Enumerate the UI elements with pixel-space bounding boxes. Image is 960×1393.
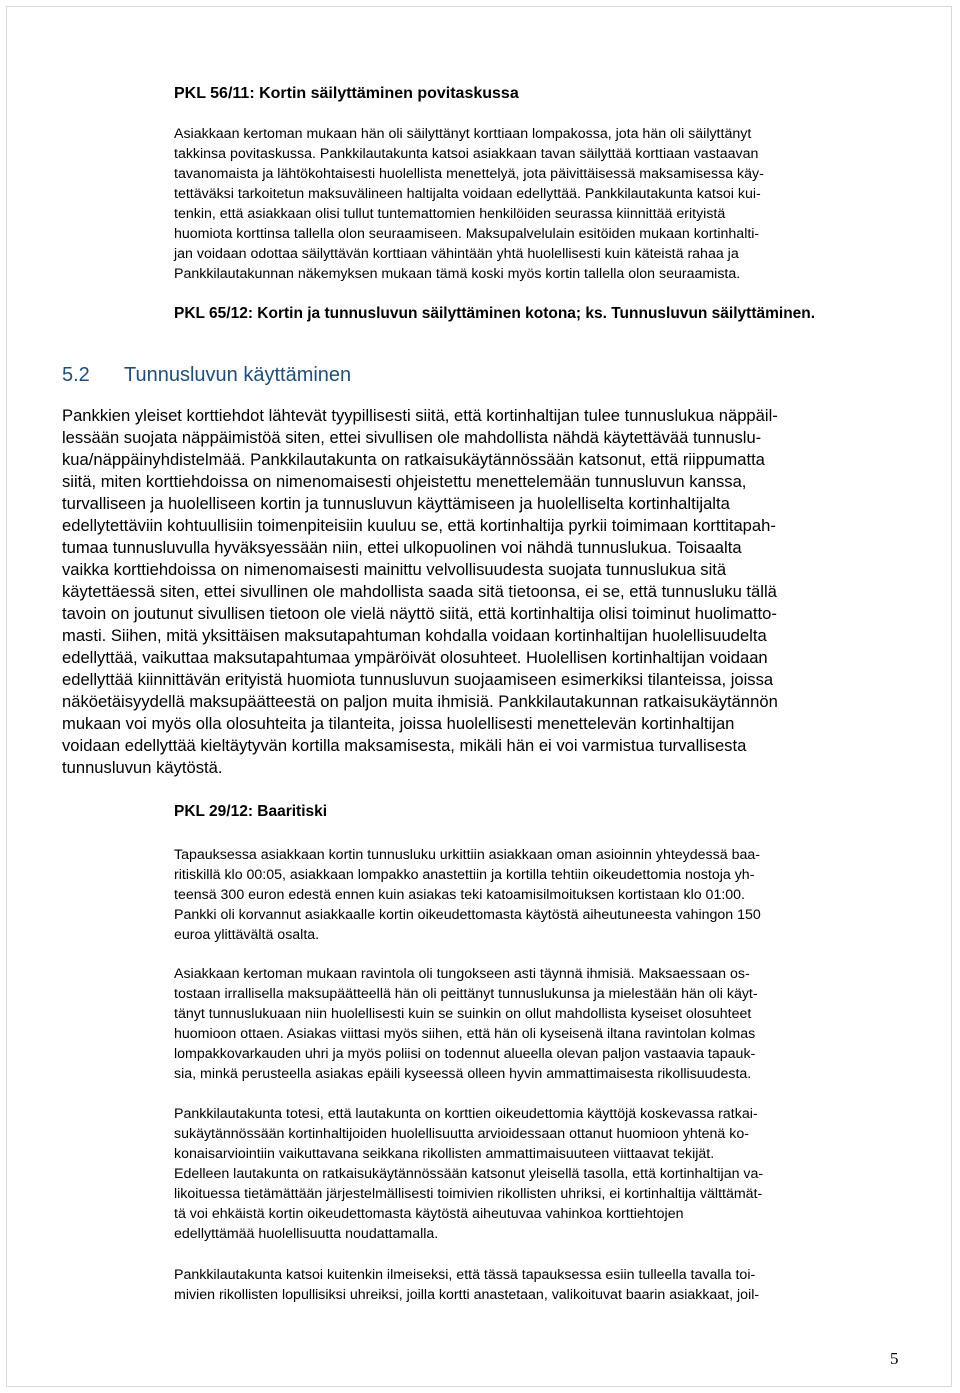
body-line: tunnusluvun käytöstä.: [62, 758, 223, 777]
paragraph-line: sia, minkä perusteella asiakas epäili kyseessä olleen hyvin ammattimaisesta rikollisuudesta.: [174, 1066, 752, 1082]
section-title: Tunnusluvun käyttäminen: [124, 364, 352, 386]
body-line: edellyttää, vaikuttaa maksutapahtumaa ympäröivät olosuhteet. Huolellisen kortinhaltijan voidaan: [62, 648, 768, 667]
case-heading-pkl-29: PKL 29/12: Baaritiski: [174, 803, 328, 820]
body-line: näköetäisyydellä maksupäätteestä on paljon muita ihmisiä. Pankkilautakunnan ratkaisukäytännön: [62, 692, 778, 711]
body-line: voidaan edellyttää kieltäytyvän kortilla maksamisesta, mikäli hän ei voi varmistua turvallisesta: [62, 736, 747, 755]
paragraph-line: konaisarviointiin vaikuttavana seikkana rikollisten ammattimaisuuteen viittaavat tekijät.: [174, 1146, 715, 1162]
body-line: mukaan voi myös olla olosuhteita ja tilanteita, joissa huolellisesti menettelevän kortinhaltijan: [62, 714, 735, 733]
paragraph-line: tänyt tunnuslukuaan niin huolellisesti kuin se suinkin on ollut mahdollista kyseiset olosuhteet: [174, 1006, 752, 1022]
paragraph-line: Edelleen lautakunta on ratkaisukäytännössään katsonut yleisellä tasolla, että kortinhaltijan va-: [174, 1166, 764, 1182]
section-heading: [62, 362, 351, 388]
body-line: edellytettäviin kohtuullisiin toimenpiteisiin kuuluu se, että kortinhaltija pyrkii toimimaan korttitapah-: [62, 516, 776, 535]
paragraph-line: lompakkovarkauden uhri ja myös poliisi on todennut alueella olevan paljon vastaavia tapauk-: [174, 1046, 756, 1062]
body-line: turvalliseen ja huolelliseen kortin ja tunnusluvun käyttämiseen ja huolelliselta kortinhaltijalta: [62, 494, 730, 513]
body-line: edellyttää kiinnittävän erityistä huomiota tunnusluvun suojaamiseen esimerkiksi tilanteissa, joissa: [62, 670, 774, 689]
body-line: tavoin on joutunut sivullisen tietoon ole vielä näyttö siitä, että kortinhaltija olisi toiminut huolimatto-: [62, 604, 777, 623]
paragraph-line: ritiskillä klo 00:05, asiakkaan lompakko anastettiin ja kortilla tehtiin oikeudettomia nostoja yh-: [174, 867, 755, 883]
case-heading-pkl-56: PKL 56/11: Kortin säilyttäminen povitaskussa: [174, 85, 519, 102]
body-line: vaikka korttiehdoissa on nimenomaisesti mainittu velvollisuudesta suojata tunnuslukua sitä: [62, 560, 727, 579]
paragraph-line: mivien rikollisten lopullisiksi uhreiksi, joilla kortti anastetaan, valikoituvat baarin asiakkaat, joil-: [174, 1287, 760, 1303]
body-line: lessään suojata näppäimistöä siten, ettei sivullisen ole mahdollista nähdä käytettävää tunnuslu-: [62, 428, 762, 447]
body-line: siitä, miten korttiehdoissa on nimenomaisesti ohjeistettu menettelemään tunnusluvun kanssa,: [62, 472, 747, 491]
paragraph-line: takkinsa povitaskussa. Pankkilautakunta katsoi asiakkaan tavan säilyttää korttiaan vastaavan: [174, 146, 759, 162]
paragraph-line: edellyttämää huolellisuutta noudattamalla.: [174, 1226, 439, 1242]
paragraph-line: tenkin, että asiakkaan olisi tullut tuntemattomien henkilöiden seurassa kiinnittää erityistä: [174, 206, 726, 222]
paragraph-line: jan voidaan odottaa säilyttävän korttiaan vähintään yhtä huolellisesti kuin käteistä rahaa ja: [174, 246, 739, 262]
paragraph-line: Tapauksessa asiakkaan kortin tunnusluku urkittiin asiakkaan oman asioinnin yhteydessä baa-: [174, 847, 760, 863]
paragraph-line: tavanomaista ja lähtökohtaisesti huolellista menettelyä, jota päivittäisessä maksamisessa käy-: [174, 166, 764, 182]
body-line: masti. Siihen, mitä yksittäisen maksutapahtuman kohdalla voidaan kortinhaltijan huolellisuudelta: [62, 626, 767, 645]
paragraph-line: likoituessa tietämättään järjestelmällisesti toimivien rikollisten uhriksi, ei kortinhaltija välttämät-: [174, 1186, 763, 1202]
paragraph-line: tettäväksi tarkoitetun maksuvälineen haltijalta voidaan edellyttää. Pankkilautakunta katsoi kui-: [174, 186, 761, 202]
section-number: 5.2: [62, 364, 90, 386]
paragraph-line: sukäytännössään kortinhaltijoiden huolellisuutta arvioidessaan ottanut huomioon yhtenä ko-: [174, 1126, 749, 1142]
paragraph-line: Pankkilautakunnan näkemyksen mukaan tämä koski myös kortin tallella olon seuraamista.: [174, 266, 741, 282]
paragraph-line: tostaan irrallisella maksupäätteellä hän oli peittänyt tunnuslukunsa ja mielestään hän oli käyt-: [174, 986, 758, 1002]
paragraph-line: Pankki oli korvannut asiakkaalle kortin oikeudettomasta käytöstä aiheutuneesta vahingon 150: [174, 907, 761, 923]
paragraph-line: huomioon ottaen. Asiakas viittasi myös siihen, että hän oli kyseisenä iltana ravintolan kolmas: [174, 1026, 756, 1042]
paragraph-line: euroa ylittävältä osalta.: [174, 927, 320, 943]
paragraph-line: tä voi ehkäistä kortin oikeudettomasta käytöstä aiheutuvaa vahinkoa korttiehtojen: [174, 1206, 684, 1222]
paragraph-line: Asiakkaan kertoman mukaan hän oli säilyttänyt korttiaan lompakossa, jota hän oli säilyttänyt: [174, 126, 752, 142]
case-heading-pkl-65: PKL 65/12: Kortin ja tunnusluvun säilyttäminen kotona; ks. Tunnusluvun säilyttäminen.: [174, 305, 816, 322]
paragraph-line: Pankkilautakunta katsoi kuitenkin ilmeiseksi, että tässä tapauksessa esiin tulleella tavalla toi-: [174, 1267, 756, 1283]
body-line: käytettäessä siten, ettei sivullinen ole mahdollista saada sitä tietoonsa, ei se, että tunnusluku tällä: [62, 582, 777, 601]
body-line: tumaa tunnusluvulla hyväksyessään niin, ettei ulkopuolinen voi nähdä tunnuslukua. Toisaalta: [62, 538, 742, 557]
page-number: 5: [890, 1349, 899, 1368]
paragraph-line: Pankkilautakunta totesi, että lautakunta on korttien oikeudettomia käyttöjä koskevassa ratkai-: [174, 1106, 758, 1122]
body-line: kua/näppäinyhdistelmää. Pankkilautakunta on ratkaisukäytännössään katsonut, että riippumatta: [62, 450, 765, 469]
paragraph-line: Asiakkaan kertoman mukaan ravintola oli tungokseen asti täynnä ihmisiä. Maksaessaan os-: [174, 966, 750, 982]
paragraph-line: teensä 300 euron edestä ennen kuin asiakas teki katoamisilmoituksen kortistaan klo 01:00.: [174, 887, 745, 903]
body-line: Pankkien yleiset korttiehdot lähtevät tyypillisesti siitä, että kortinhaltijan tulee tunnuslukua näppäil-: [62, 406, 778, 425]
paragraph-line: huomiota korttinsa tallella olon seuraamiseen. Maksupalvelulain esitöiden mukaan kortinhalti-: [174, 226, 760, 242]
